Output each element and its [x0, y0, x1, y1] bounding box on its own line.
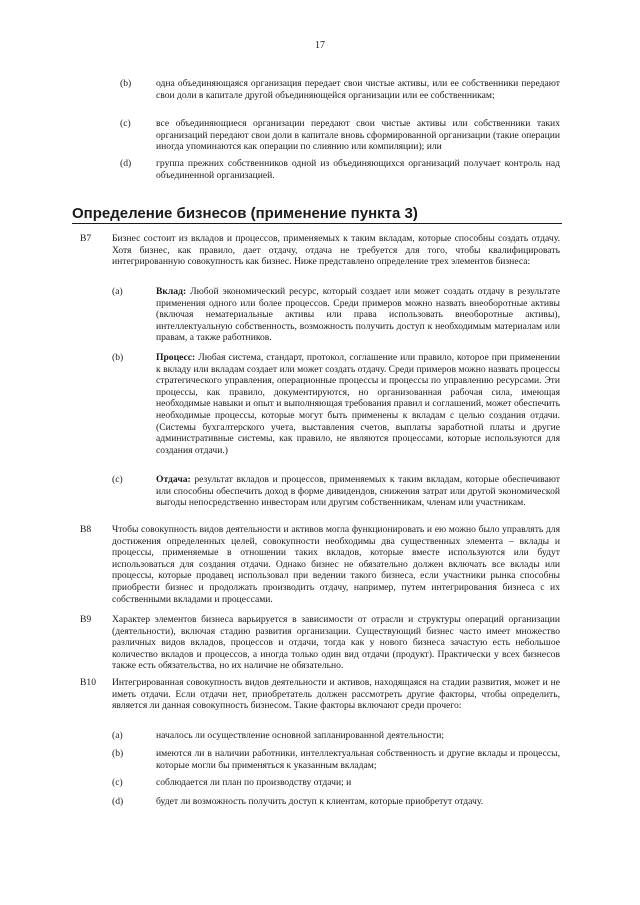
item-text: имеются ли в наличии работники, интеллектуальная собственность и другие вклады и процессы, которые могли бы применяться к указанным вкладам; — [156, 748, 560, 771]
intro-item-text: одна объединяющаяся организация передает свои чистые активы, или ее собственники передают свои доли в капитале другой объединяющейся организации или ее собственникам; — [156, 78, 560, 101]
item-term: Отдача: — [156, 474, 191, 485]
item-text — [156, 352, 560, 456]
item-label: (a) — [112, 730, 123, 741]
heading-underline — [72, 223, 562, 224]
page-number: 17 — [315, 40, 325, 51]
item-label: (b) — [112, 748, 124, 759]
item-label: (c) — [112, 777, 123, 788]
intro-item-label: (c) — [120, 118, 131, 129]
section-heading: Определение бизнесов (применение пункта 3) — [72, 205, 418, 222]
item-label: (d) — [112, 796, 124, 807]
item-body: Любой экономический ресурс, который создает или может создать отдачу в результате применения одного или более процессов. Среди примеров можно назвать внеоборотные активы (включая нематериальные активы или права использовать внеоборотные активы), интеллектуальную собственность, возможность получить доступ к необходимым материалам или правам, а также работников. — [156, 286, 560, 344]
item-body: результат вкладов и процессов, применяемых к таким вкладам, которые обеспечивают или способны обеспечить доход в форме дивидендов, снижения затрат или другой экономической выгоды непосредственно инвесторам или другим собственникам, членам или участникам. — [156, 474, 560, 509]
item-text: соблюдается ли план по производству отдачи; и — [156, 777, 352, 788]
paragraph-id: B7 — [80, 233, 92, 244]
item-label: (c) — [112, 474, 123, 485]
paragraph-text: Чтобы совокупность видов деятельности и активов могла функционировать и ею можно было управлять для достижения определенных целей, совокупности необходимы два существенных элемента – вклады и процессы, применяемые в отношении таких вкладов, которые вместе используются или будут использоваться для создания отдачи. Однако бизнес не обязательно должен включать все вклады или процессы, которые продавец использовал при ведении такого бизнеса, если участники рынка способны приобрести бизнес и продолжать производить отдачу, например, путем интегрирования бизнеса с их собственными вкладами и процессами. — [112, 524, 560, 605]
item-label: (a) — [112, 286, 123, 297]
paragraph-id: B8 — [80, 524, 92, 535]
item-text — [156, 286, 560, 344]
paragraph-text: Интегрированная совокупность видов деятельности и активов, находящаяся на стадии развития, может и не иметь отдачи. Если отдачи нет, приобретатель должен рассмотреть другие факторы, чтобы определить, является ли данная совокупность бизнесом. Такие факторы включают среди прочего: — [112, 677, 560, 712]
paragraph-text: Характер элементов бизнеса варьируется в зависимости от отрасли и структуры операций организации (деятельности), включая стадию развития организации. Существующий бизнес часто имеет множество различных видов вкладов, процессов и отдачи, тогда как у нового бизнеса зачастую есть небольшое количество вкладов и процессов, а иногда только один вид отдачи (продукт). Практически у всех бизнесов также есть обязательства, но их наличие не обязательно. — [112, 614, 560, 672]
paragraph-id: B10 — [80, 677, 96, 688]
item-text: будет ли возможность получить доступ к клиентам, которые приобретут отдачу. — [156, 796, 484, 807]
item-text — [156, 474, 560, 509]
item-text: началось ли осуществление основной запланированной деятельности; — [156, 730, 445, 741]
item-body: Любая система, стандарт, протокол, соглашение или правило, которое при применении к вкладу или вкладам создает или может создать отдачу. Среди примеров можно назвать процессы стратегического управления, операционные процессы и процессы по управлению ресурсами. Эти процессы, как правило, документируются, но организованная рабочая сила, имеющая необходимые навыки и опыт и выполняющая требования правил и соглашений, может обеспечить необходимые процессы, которые могут быть применены к вкладам с целью создания отдачи. (Системы бухгалтерского учета, выставления счетов, выплаты заработной платы и другие административные системы, как правило, не являются процессами, которые используются для создания отдачи.) — [156, 352, 560, 456]
item-term: Вклад: — [156, 286, 187, 297]
item-term: Процесс: — [156, 352, 196, 363]
item-label: (b) — [112, 352, 124, 363]
intro-item-text: группа прежних собственников одной из объединяющихся организаций получает контроль над объединенной организацией. — [156, 158, 560, 181]
intro-item-text: все объединяющиеся организации передают свои чистые активы или собственники таких организаций передают свои доли в капитале вновь сформированной организации (такие операции иногда упоминаются как операции по слиянию или компиляции); или — [156, 118, 560, 153]
paragraph-id: B9 — [80, 614, 92, 625]
paragraph-text: Бизнес состоит из вкладов и процессов, применяемых к таким вкладам, которые способны создать отдачу. Хотя бизнес, как правило, дает отдачу, отдача не требуется для того, чтобы квалифицировать интегрированную совокупность как бизнес. Ниже представлено определение трех элементов бизнеса: — [112, 233, 560, 268]
intro-item-label: (b) — [120, 78, 132, 89]
intro-item-label: (d) — [120, 158, 132, 169]
